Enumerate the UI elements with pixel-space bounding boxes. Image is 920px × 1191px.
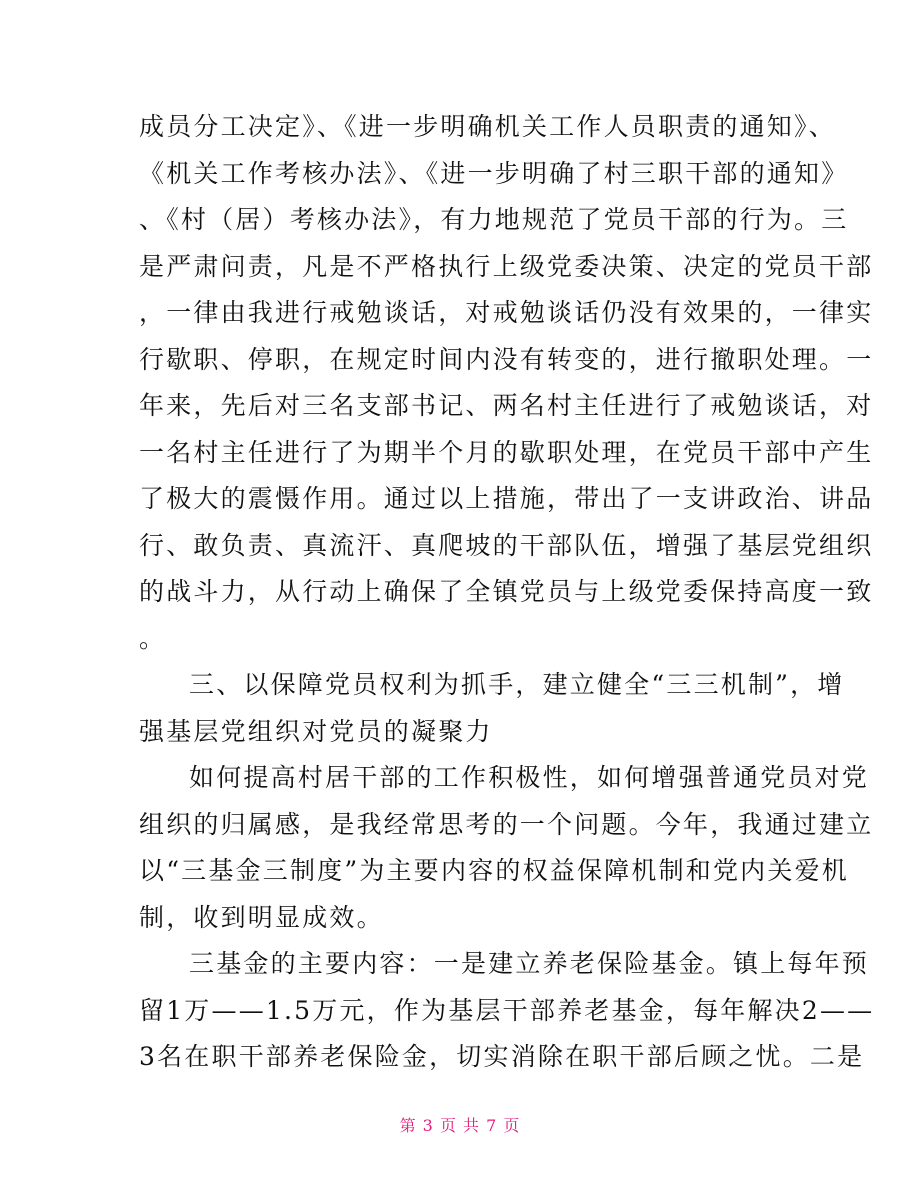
text-line-1: 成员分工决定》、《进一步明确机关工作人员职责的通知》、 xyxy=(139,112,836,141)
text-line-5: ，一律由我进行戒勉谈话，对戒勉谈话仍没有效果的，一律实 xyxy=(139,298,874,327)
text-line-20: 留1万——1.5万元，作为基层干部养老基金，每年解决2—— xyxy=(139,995,875,1025)
page-number-footer: 第 3 页 共 7 页 xyxy=(399,1116,521,1135)
text-line-2: 《机关工作考核办法》、《进一步明确了村三职干部的通知》 xyxy=(139,158,849,188)
text-line-19: 三基金的主要内容：一是建立养老保险基金。镇上每年预 xyxy=(189,949,870,978)
text-line-9: 了极大的震慑作用。通过以上措施，带出了一支讲政治、讲品 xyxy=(139,484,874,513)
text-line-17: 以“三基金三制度”为主要内容的权益保障机制和党内关爱机 xyxy=(139,856,849,885)
text-line-4: 是严肃问责，凡是不严格执行上级党委决策、决定的党员干部 xyxy=(139,251,874,281)
text-line-3: 、《村（居）考核办法》，有力地规范了党员干部的行为。三 xyxy=(139,205,849,234)
section-heading-line-2: 强基层党组织对党员的凝聚力 xyxy=(139,716,493,746)
text-line-11: 的战斗力，从行动上确保了全镇党员与上级党委保持高度一致 xyxy=(139,577,874,606)
text-line-7: 年来，先后对三名支部书记、两名村主任进行了戒勉谈话，对 xyxy=(139,391,874,420)
text-line-10: 行、敢负责、真流汗、真爬坡的干部队伍，增强了基层党组织 xyxy=(139,530,874,560)
text-line-12: 。 xyxy=(139,623,167,653)
text-line-8: 一名村主任进行了为期半个月的歇职处理，在党员干部中产生 xyxy=(139,437,874,467)
text-line-16: 组织的归属感，是我经常思考的一个问题。今年，我通过建立 xyxy=(139,809,874,839)
body-text xyxy=(139,104,875,1081)
text-line-21: 3名在职干部养老保险金，切实消除在职干部后顾之忧。二是 xyxy=(139,1042,865,1071)
text-line-18: 制，收到明显成效。 xyxy=(139,902,384,932)
text-line-15: 如何提高村居干部的工作积极性，如何增强普通党员对党 xyxy=(189,763,870,792)
section-heading-line-1: 三、以保障党员权利为抓手，建立健全“三三机制”，增 xyxy=(189,670,845,699)
text-line-6: 行歇职、停职，在规定时间内没有转变的，进行撤职处理。一 xyxy=(139,344,874,374)
